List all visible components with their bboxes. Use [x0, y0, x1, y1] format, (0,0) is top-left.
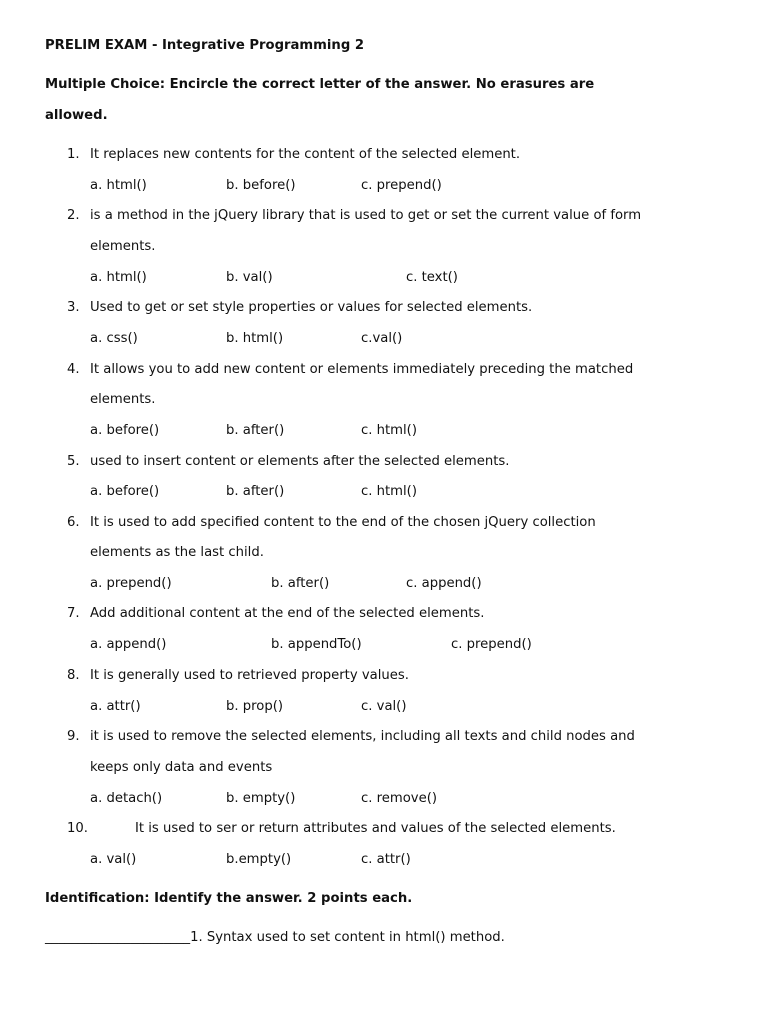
question-number: 5. — [67, 454, 80, 469]
mc-instructions-line-1: Multiple Choice: Encircle the correct letter of the answer. No erasures are — [45, 77, 595, 92]
answer-option: b. prop() — [226, 699, 283, 714]
identification-heading: Identification: Identify the answer. 2 points each. — [45, 891, 413, 906]
answer-option: a. attr() — [90, 699, 141, 714]
question-text-continued: keeps only data and events — [90, 760, 273, 775]
answer-option: c. remove() — [361, 791, 438, 806]
answer-option: a. before() — [90, 484, 160, 499]
question-text: Used to get or set style properties or values for selected elements. — [90, 300, 533, 315]
question-text-continued: elements. — [90, 239, 156, 254]
mc-instructions-line-2: allowed. — [45, 108, 108, 123]
answer-option: b. val() — [226, 270, 273, 285]
question-text: it is used to remove the selected elements, including all texts and child nodes and — [90, 729, 635, 744]
question-number: 8. — [67, 668, 80, 683]
question-text: Add additional content at the end of the selected elements. — [90, 606, 485, 621]
question-text: It allows you to add new content or elements immediately preceding the matched — [90, 362, 634, 377]
answer-option: b. empty() — [226, 791, 296, 806]
question-text: It is used to add specified content to the end of the chosen jQuery collection — [90, 515, 596, 530]
identification-item — [45, 930, 505, 946]
question-text: It is generally used to retrieved property values. — [90, 668, 409, 683]
question-text: is a method in the jQuery library that is used to get or set the current value of form — [90, 208, 642, 223]
answer-option: c. prepend() — [451, 637, 532, 652]
exam-title: PRELIM EXAM - Integrative Programming 2 — [45, 38, 365, 53]
answer-option: a. val() — [90, 852, 137, 867]
answer-option: c. attr() — [361, 852, 411, 867]
question-text: It is used to ser or return attributes and values of the selected elements. — [135, 821, 616, 836]
answer-option: b. appendTo() — [271, 637, 362, 652]
answer-option: a. detach() — [90, 791, 163, 806]
question-number: 3. — [67, 300, 80, 315]
question-text-continued: elements as the last child. — [90, 545, 264, 560]
answer-option: c.val() — [361, 331, 403, 346]
question-number: 7. — [67, 606, 80, 621]
answer-option: b. html() — [226, 331, 284, 346]
question-text: used to insert content or elements after the selected elements. — [90, 454, 510, 469]
answer-option: a. html() — [90, 270, 147, 285]
answer-option: c. text() — [406, 270, 458, 285]
question-text-continued: elements. — [90, 392, 156, 407]
question-text: It replaces new contents for the content of the selected element. — [90, 147, 521, 162]
answer-option: a. css() — [90, 331, 138, 346]
question-number: 6. — [67, 515, 80, 530]
answer-option: b. before() — [226, 178, 296, 193]
answer-option: a. html() — [90, 178, 147, 193]
question-number: 1. — [67, 147, 80, 162]
answer-option: b. after() — [226, 484, 285, 499]
question-number: 9. — [67, 729, 80, 744]
answer-option: a. before() — [90, 423, 160, 438]
answer-option: b. after() — [226, 423, 285, 438]
answer-option: a. append() — [90, 637, 167, 652]
answer-option: b. after() — [271, 576, 330, 591]
question-number: 2. — [67, 208, 80, 223]
answer-option: c. html() — [361, 423, 417, 438]
answer-option: c. append() — [406, 576, 482, 591]
answer-option: b.empty() — [226, 852, 292, 867]
question-number: 10. — [67, 821, 88, 836]
answer-option: c. val() — [361, 699, 407, 714]
answer-option: c. html() — [361, 484, 417, 499]
answer-blank: ______________________ — [45, 930, 191, 945]
answer-option: c. prepend() — [361, 178, 442, 193]
answer-option: a. prepend() — [90, 576, 172, 591]
identification-item-text: 1. Syntax used to set content in html() method. — [190, 930, 505, 945]
question-number: 4. — [67, 362, 80, 377]
